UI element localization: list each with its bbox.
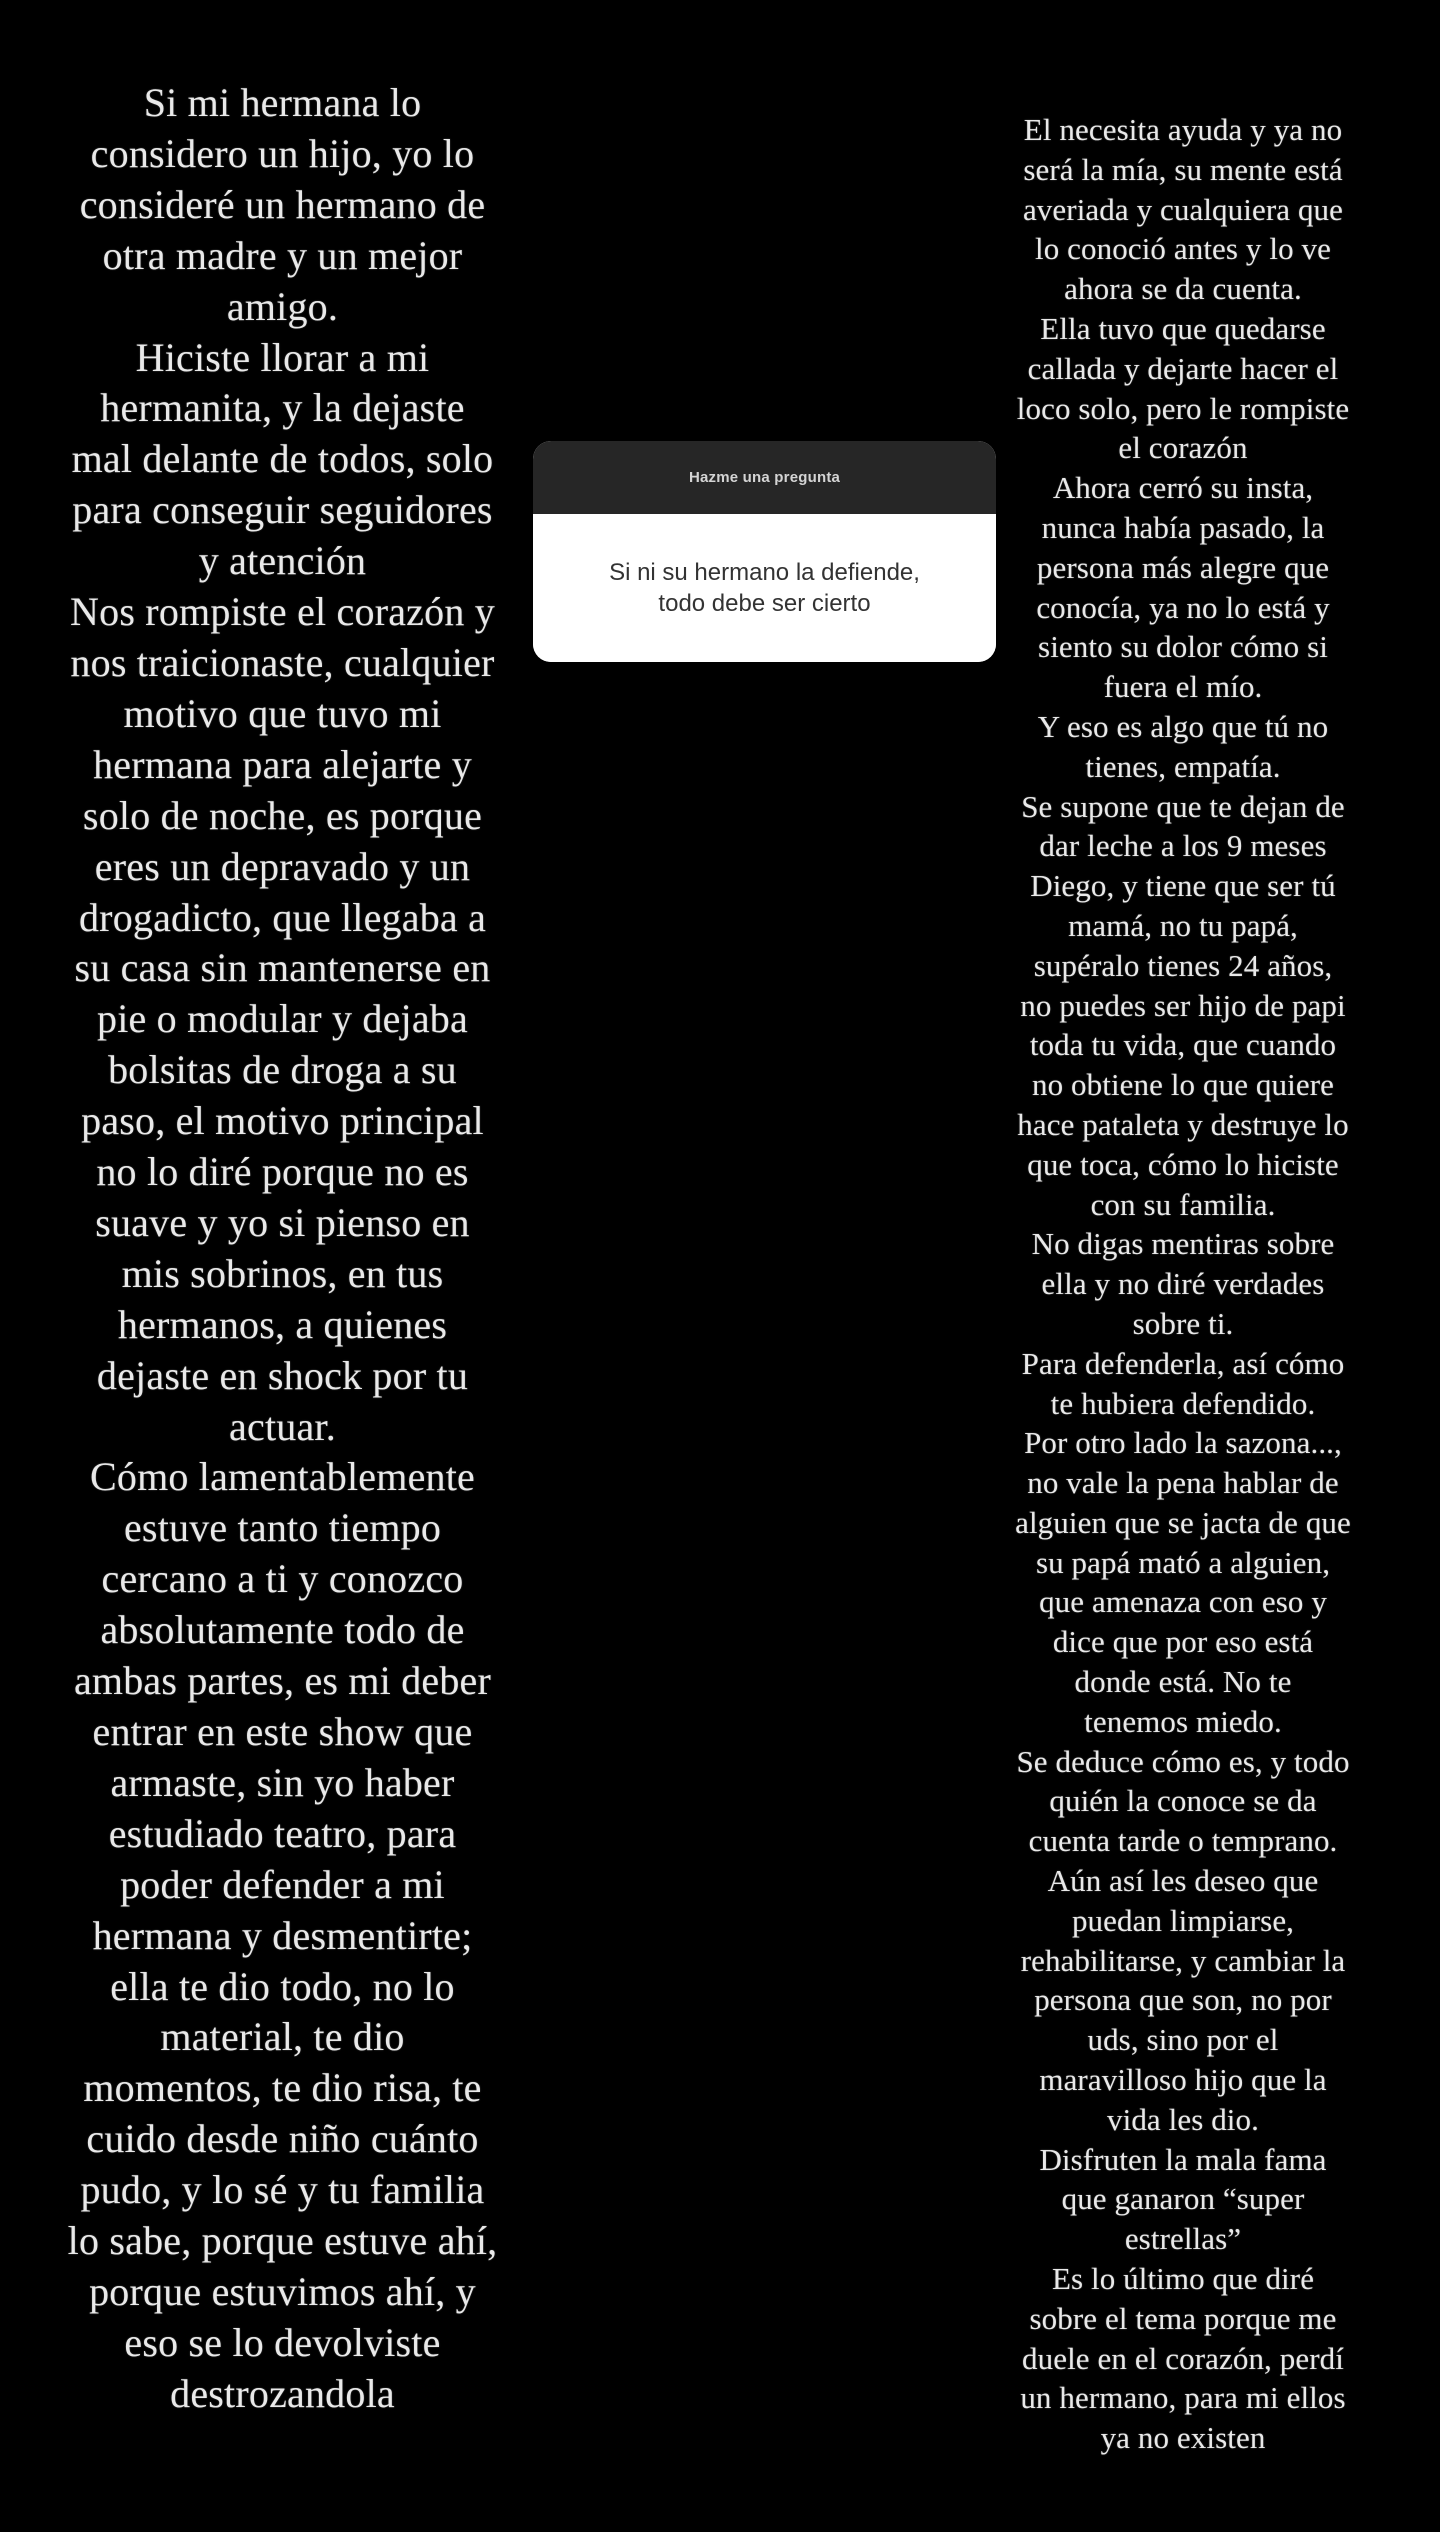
text-line: uds, sino por el bbox=[1087, 2022, 1279, 2058]
text-line: Ahora cerró su insta, bbox=[1052, 470, 1314, 506]
text-line: persona más alegre que bbox=[1036, 549, 1330, 585]
text-line: lo conoció antes y lo ve bbox=[1035, 231, 1331, 267]
question-sticker[interactable] bbox=[533, 441, 996, 662]
text-line: tienes, empatía. bbox=[1085, 748, 1281, 784]
text-line: su casa sin mantenerse en bbox=[74, 945, 491, 991]
text-line: mamá, no tu papá, bbox=[1068, 907, 1298, 943]
text-line: bolsitas de droga a su bbox=[108, 1047, 457, 1093]
text-line: Aún así les deseo que bbox=[1047, 1863, 1319, 1899]
text-line: ahora se da cuenta. bbox=[1064, 271, 1302, 307]
text-line: será la mía, su mente está bbox=[1023, 151, 1343, 187]
text-line: entrar en este show que bbox=[92, 1709, 473, 1754]
text-line: tenemos miedo. bbox=[1084, 1703, 1282, 1739]
text-line: no lo diré porque no es bbox=[96, 1149, 469, 1195]
text-line: su papá mató a alguien, bbox=[1035, 1544, 1331, 1580]
text-line: material, te dio bbox=[160, 2014, 405, 2060]
text-line: actuar. bbox=[229, 1403, 336, 1449]
text-line: Ella tuvo que quedarse bbox=[1040, 310, 1326, 346]
text-line: que toca, cómo lo hiciste bbox=[1027, 1146, 1339, 1182]
text-line: no obtiene lo que quiere bbox=[1032, 1067, 1334, 1103]
text-line: hace pataleta y destruye lo bbox=[1017, 1106, 1349, 1142]
text-line: considero un hijo, yo lo bbox=[90, 130, 475, 176]
text-line: vida les dio. bbox=[1107, 2101, 1259, 2137]
text-line: Si mi hermana lo bbox=[143, 80, 422, 125]
text-line: conocía, ya no lo está y bbox=[1036, 589, 1330, 625]
question-sticker-label: Hazme una pregunta bbox=[688, 469, 841, 486]
text-line: drogadicto, que llegaba a bbox=[78, 894, 487, 940]
text-line: suave y yo si pienso en bbox=[95, 1199, 470, 1245]
text-line: no puedes ser hijo de papi bbox=[1020, 987, 1346, 1023]
text-line: el corazón bbox=[1118, 430, 1248, 466]
text-line: cuenta tarde o temprano. bbox=[1028, 1823, 1338, 1859]
text-line: hermanos, a quienes bbox=[117, 1301, 448, 1347]
text-line: motivo que tuvo mi bbox=[123, 690, 442, 736]
text-line: dar leche a los 9 meses bbox=[1039, 828, 1327, 864]
text-line: hermana para alejarte y bbox=[93, 741, 472, 787]
text-line: nunca había pasado, la bbox=[1041, 509, 1325, 545]
text-line: hermanita, y la dejaste bbox=[100, 385, 465, 431]
left-text-column bbox=[20, 78, 545, 2420]
text-line: Se supone que te dejan de bbox=[1021, 788, 1345, 824]
text-line: que amenaza con eso y bbox=[1039, 1584, 1327, 1620]
text-line: El necesita ayuda y ya no bbox=[1023, 112, 1343, 147]
text-line: estudiado teatro, para bbox=[108, 1810, 457, 1856]
text-line: callada y dejarte hacer el bbox=[1027, 350, 1339, 386]
text-line: y atención bbox=[198, 538, 367, 584]
text-line: Nos rompiste el corazón y bbox=[70, 589, 495, 635]
text-line: sobre el tema porque me bbox=[1029, 2300, 1337, 2336]
text-line: dejaste en shock por tu bbox=[96, 1352, 469, 1398]
answer-line: todo debe ser cierto bbox=[658, 590, 871, 617]
text-line: eso se lo devolviste bbox=[124, 2319, 441, 2365]
text-line: fuera el mío. bbox=[1103, 669, 1263, 705]
text-line: estrellas” bbox=[1124, 2221, 1242, 2257]
text-line: poder defender a mi bbox=[120, 1861, 445, 1907]
text-line: solo de noche, es porque bbox=[82, 792, 483, 838]
text-line: rehabilitarse, y cambiar la bbox=[1020, 1942, 1346, 1978]
text-line: otra madre y un mejor bbox=[102, 232, 463, 278]
text-line: supéralo tienes 24 años, bbox=[1033, 947, 1333, 983]
text-line: con su familia. bbox=[1090, 1186, 1276, 1222]
text-line: cercano a ti y conozco bbox=[101, 1556, 464, 1602]
text-line: ella y no diré verdades bbox=[1041, 1266, 1325, 1302]
text-line: estuve tanto tiempo bbox=[123, 1505, 442, 1551]
text-line: Para defenderla, así cómo bbox=[1021, 1345, 1345, 1381]
text-line: no vale la pena hablar de bbox=[1027, 1465, 1339, 1501]
text-line: momentos, te dio risa, te bbox=[83, 2065, 482, 2111]
text-line: que ganaron “super bbox=[1061, 2181, 1305, 2217]
question-sticker-answer bbox=[533, 514, 996, 662]
text-line: amigo. bbox=[226, 283, 339, 329]
answer-line: Si ni su hermano la defiende, bbox=[609, 559, 920, 586]
text-line: sobre ti. bbox=[1132, 1305, 1234, 1341]
text-line: consideré un hermano de bbox=[79, 181, 486, 227]
text-line: Por otro lado la sazona..., bbox=[1024, 1425, 1342, 1461]
text-line: siento su dolor cómo si bbox=[1038, 629, 1328, 665]
text-line: Es lo último que diré bbox=[1051, 2261, 1315, 2297]
text-line: paso, el motivo principal bbox=[81, 1098, 484, 1144]
text-line: pie o modular y dejaba bbox=[97, 996, 468, 1042]
text-line: un hermano, para mi ellos bbox=[1020, 2380, 1346, 2416]
text-line: toda tu vida, que cuando bbox=[1029, 1027, 1337, 1063]
text-line: hermana y desmentirte; bbox=[92, 1912, 473, 1958]
text-line: donde está. No te bbox=[1074, 1664, 1292, 1700]
text-line: armaste, sin yo haber bbox=[110, 1759, 455, 1805]
text-line: pudo, y lo sé y tu familia bbox=[80, 2167, 485, 2213]
text-line: duele en el corazón, perdí bbox=[1022, 2340, 1344, 2376]
text-line: ya no existen bbox=[1100, 2420, 1266, 2456]
text-line: dice que por eso está bbox=[1052, 1624, 1314, 1660]
text-line: No digas mentiras sobre bbox=[1031, 1226, 1335, 1262]
text-line: mal delante de todos, solo bbox=[71, 436, 494, 482]
text-line: Y eso es algo que tú no bbox=[1037, 708, 1329, 744]
text-line: nos traicionaste, cualquier bbox=[70, 639, 495, 685]
text-line: destrozandola bbox=[170, 2370, 395, 2416]
text-line: Disfruten la mala fama bbox=[1039, 2141, 1327, 2177]
text-line: averiada y cualquiera que bbox=[1022, 191, 1344, 227]
text-line: ambas partes, es mi deber bbox=[73, 1658, 492, 1704]
text-line: absolutamente todo de bbox=[100, 1607, 465, 1653]
text-line: cuido desde niño cuánto bbox=[86, 2116, 479, 2162]
text-line: te hubiera defendido. bbox=[1050, 1385, 1316, 1421]
question-sticker-header bbox=[533, 441, 996, 514]
text-line: maravilloso hijo que la bbox=[1039, 2062, 1327, 2098]
text-line: ella te dio todo, no lo bbox=[110, 1963, 455, 2009]
text-line: para conseguir seguidores bbox=[72, 487, 493, 533]
text-line: persona que son, no por bbox=[1034, 1982, 1332, 2018]
text-line: Hiciste llorar a mi bbox=[135, 334, 430, 380]
text-line: Cómo lamentablemente bbox=[90, 1454, 475, 1500]
text-line: loco solo, pero le rompiste bbox=[1016, 390, 1350, 426]
text-line: Diego, y tiene que ser tú bbox=[1030, 868, 1336, 904]
text-line: alguien que se jacta de que bbox=[1015, 1504, 1351, 1540]
text-line: eres un depravado y un bbox=[94, 843, 471, 889]
text-line: Se deduce cómo es, y todo bbox=[1016, 1743, 1350, 1779]
right-text-column bbox=[985, 110, 1381, 2458]
text-line: porque estuvimos ahí, y bbox=[89, 2268, 476, 2314]
text-line: mis sobrinos, en tus bbox=[121, 1250, 444, 1296]
text-line: lo sabe, porque estuve ahí, bbox=[67, 2218, 498, 2264]
text-line: quién la conoce se da bbox=[1049, 1783, 1317, 1819]
text-line: puedan limpiarse, bbox=[1071, 1902, 1295, 1938]
